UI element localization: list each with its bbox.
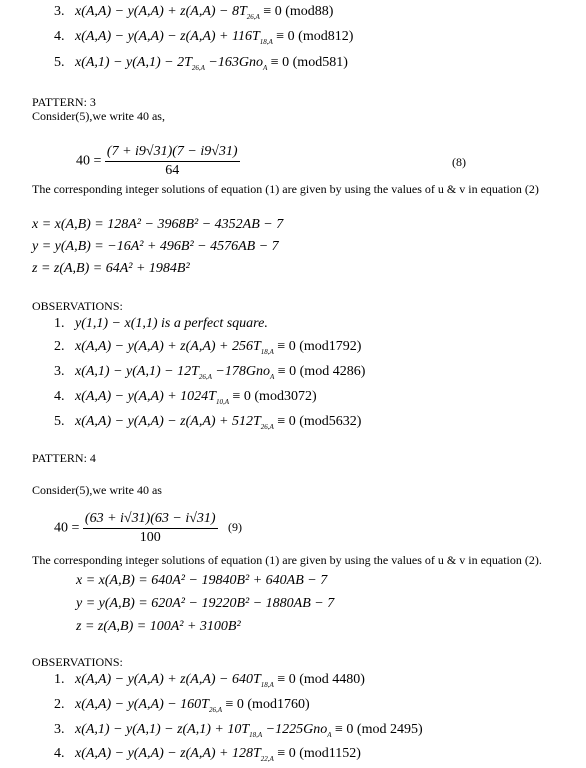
pattern-3-corresponding-text: The corresponding integer solutions of equation (1) are given by using the values of u & v in equation (2) xyxy=(32,182,539,196)
pattern-3-z-equation: z = z(A,B) = 64A² + 1984B² xyxy=(32,261,190,276)
pattern-3-observation-2: 2. $x(A,A) - y(A,A) + z(A,A) + 256T_{18,A} \equiv 0$ (mod1792) xyxy=(54,339,362,356)
observation-5-top: 5. $x(A,1) - y(A,1) - 2T_{26,A} -163Gno_A \equiv 0$ (mod581) xyxy=(54,55,348,72)
pattern-3-observation-4: 4. $x(A,A) - y(A,A) + 1024T_{10,A} \equiv 0$ (mod3072) xyxy=(54,389,317,406)
pattern-4-y-equation: y = y(A,B) = 620A² − 19220B² − 1880AB − 7 xyxy=(76,596,335,611)
pattern-3-observation-3: 3. $x(A,1) - y(A,1) - 12T_{26,A} -178Gno_A \equiv 0$ (mod 4286) xyxy=(54,364,366,381)
observation-4-top: 4. $x(A,A) - y(A,A) - z(A,A) + 116T_{18,A} \equiv 0$ (mod812) xyxy=(54,29,354,46)
pattern-3-equation-8: 40 = $\frac{(7 + i9√31)(7 - i9√31)}{64}$ xyxy=(76,144,238,178)
pattern-3-heading: PATTERN: 3 xyxy=(32,95,96,109)
equation-number-8: (8) xyxy=(452,155,466,169)
pattern-3-consider: Consider(5),we write 40 as, xyxy=(32,109,165,123)
pattern-4-observation-3: 3. $x(A,1) - y(A,1) - z(A,1) + 10T_{18,A} -1225Gno_A \equiv 0$ (mod 2495) xyxy=(54,722,423,739)
pattern-4-observation-4: 4. $x(A,A) - y(A,A) - z(A,A) + 128T_{22,A} \equiv 0$ (mod1152) xyxy=(54,746,361,763)
pattern-3-y-equation: y = y(A,B) = −16A² + 496B² − 4576AB − 7 xyxy=(32,239,279,254)
pattern-4-consider: Consider(5),we write 40 as xyxy=(32,483,162,497)
fraction: $\frac{(7 + i9√31)(7 - i9√31)}{64}$ xyxy=(106,144,238,178)
pattern-4-heading: PATTERN: 4 xyxy=(32,451,96,465)
pattern-4-observation-1: 1. $x(A,A) - y(A,A) + z(A,A) - 640T_{18,A} \equiv 0$ (mod 4480) xyxy=(54,672,365,689)
pattern-3-x-equation: x = x(A,B) = 128A² − 3968B² − 4352AB − 7 xyxy=(32,217,284,232)
observation-3-top: 3. $x(A,A) - y(A,A) + z(A,A) - 8T_{26,A} \equiv 0$ (mod88) xyxy=(54,4,334,21)
pattern-3-observation-5: 5. $x(A,A) - y(A,A) - z(A,A) + 512T_{26,A} \equiv 0$ (mod5632) xyxy=(54,414,362,431)
pattern-4-equation-9: 40 = $\frac{(63 + i√31)(63 - i√31)}{100}$ xyxy=(54,511,216,545)
pattern-3-observations-heading: OBSERVATIONS: xyxy=(32,299,123,313)
pattern-4-observations-heading: OBSERVATIONS: xyxy=(32,655,123,669)
fraction: $\frac{(63 + i√31)(63 - i√31)}{100}$ xyxy=(84,511,216,545)
pattern-3-observation-1: 1. y(1,1) − x(1,1) is a perfect square. xyxy=(54,316,268,331)
pattern-4-z-equation: z = z(A,B) = 100A² + 3100B² xyxy=(76,619,241,634)
equation-number-9: (9) xyxy=(228,520,242,534)
pattern-4-x-equation: x = x(A,B) = 640A² − 19840B² + 640AB − 7 xyxy=(76,573,328,588)
pattern-4-observation-2: 2. $x(A,A) - y(A,A) - 160T_{26,A} \equiv 0$ (mod1760) xyxy=(54,697,310,714)
pattern-4-corresponding-text: The corresponding integer solutions of equation (1) are given by using the values of u & v in equation (2). xyxy=(32,553,542,567)
